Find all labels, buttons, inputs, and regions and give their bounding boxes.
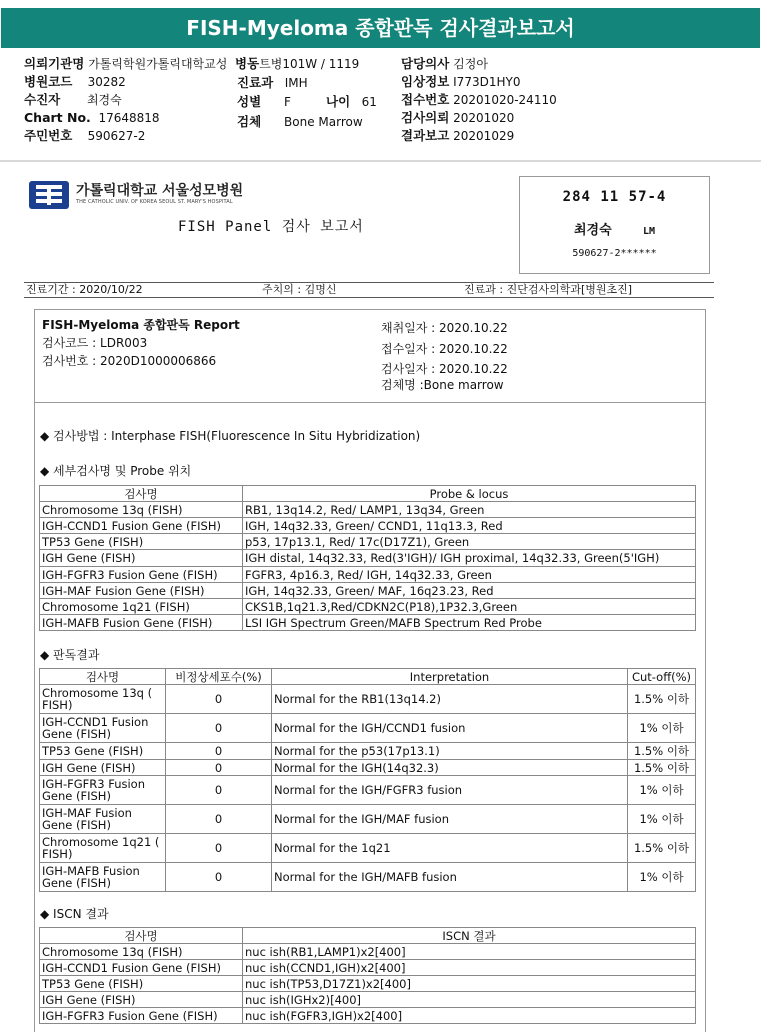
table-row: IGH-MAFB Fusion Gene (FISH) 0 Normal for the IGH/MAFB fusion 1% 이하 [40,863,696,892]
report-number: 검사번호 : 2020D1000006866 [42,354,217,368]
table-row: IGH Gene (FISH) 0 Normal for the IGH(14q32.3) 1.5% 이하 [40,760,696,776]
table-row: IGH Gene (FISH) nuc ish(IGHx2)[400] [40,992,696,1008]
hospital-name: 가톨릭대학교 서울성모병원 [76,183,244,199]
info-row-chart: Chart No. 17648818 [24,110,160,125]
iscn-table-header [40,928,696,944]
iscn-table [39,927,696,1024]
table-row: TP53 Gene (FISH) 0 Normal for the p53(17p13.1) 1.5% 이하 [40,743,696,760]
iscn-section-title: ◆ ISCN 결과 [40,907,109,921]
receive-date: 접수일자 : 2020.10.22 [381,342,508,356]
table-row: IGH-CCND1 Fusion Gene (FISH) nuc ish(CCND1,IGH)x2[400] [40,960,696,976]
probe-section-title: ◆ 세부검사명 및 Probe 위치 [40,464,192,478]
visit-doctor: 주치의 : 김명신 [262,283,337,296]
info-age: 나이 61 [326,94,377,109]
section-divider [0,160,761,162]
info-row-patient: 수진자 최경숙 [24,92,122,107]
info-row-institution: 의뢰기관명 가톨릭학원가톨릭대학교성 [24,56,228,71]
table-row: IGH-MAF Fusion Gene (FISH) 0 Normal for the IGH/MAF fusion 1% 이하 [40,805,696,834]
visit-info-row [24,282,714,298]
result-table [39,668,696,892]
iscn-header-result: ISCN 결과 [243,928,696,944]
report-title: FISH-Myeloma 종합판독 검사결과보고서 [1,8,760,48]
hospital-logo-icon [28,180,70,210]
table-row: Chromosome 1q21 (FISH) CKS1B,1q21.3,Red/CDKN2C(P18),1P32.3,Green [40,599,696,615]
patient-code: 284 11 57-4 [562,189,667,205]
table-row: IGH-CCND1 Fusion Gene (FISH) 0 Normal for the IGH/CCND1 fusion 1% 이하 [40,714,696,743]
visit-period: 진료기간 : 2020/10/22 [26,283,143,296]
table-row: IGH-MAF Fusion Gene (FISH) IGH, 14q32.33, Green/ MAF, 16q23.23, Red [40,583,696,599]
report-header-divider [34,402,706,403]
info-dept: 진료과 IMH [237,75,308,90]
collect-date: 채취일자 : 2020.10.22 [381,321,508,335]
result-table-header [40,669,696,685]
table-row: Chromosome 1q21 ( FISH) 0 Normal for the 1q21 1.5% 이하 [40,834,696,863]
specimen-name: 검체명 :Bone marrow [381,378,504,392]
visit-dept: 진료과 : 진단검사의학과[병원초진] [464,283,633,296]
info-row-hospital-code: 병원코드 30282 [24,74,126,89]
test-date: 검사일자 : 2020.10.22 [381,362,508,376]
report-name: FISH-Myeloma 종합판독 Report [42,318,240,332]
info-right: 담당의사 김정아 임상정보 I773D1HY0 접수번호 20201020-24110 검사의뢰 20201020 결과보고 20201029 [401,56,557,143]
table-row: IGH Gene (FISH) IGH distal, 14q32.33, Red(3'IGH)/ IGH proximal, 14q32.33, Green(5'IGH) [40,550,696,567]
table-row: TP53 Gene (FISH) nuc ish(TP53,D17Z1)x2[400] [40,976,696,992]
probe-header-locus: Probe & locus [243,486,696,502]
info-specimen: 검체 Bone Marrow [237,114,363,129]
table-row: Chromosome 13q (FISH) RB1, 13q14.2, Red/ LAMP1, 13q34, Green [40,502,696,518]
table-row: Chromosome 13q (FISH) nuc ish(RB1,LAMP1)x2[400] [40,944,696,960]
table-row: TP53 Gene (FISH) p53, 17p13.1, Red/ 17c(D17Z1), Green [40,534,696,550]
table-row: Chromosome 13q ( FISH) 0 Normal for the RB1(13q14.2) 1.5% 이하 [40,685,696,714]
info-left [24,55,227,145]
result-header-name: 검사명 [40,669,166,685]
patient-name-line: 최경숙 LM [573,223,656,238]
iscn-header-name: 검사명 [40,928,243,944]
table-row: IGH-FGFR3 Fusion Gene (FISH) FGFR3, 4p16.3, Red/ IGH, 14q32.33, Green [40,567,696,583]
table-row: IGH-MAFB Fusion Gene (FISH) LSI IGH Spectrum Green/MAFB Spectrum Red Probe [40,615,696,631]
probe-table [39,485,696,631]
info-row-resident-no: 주민번호 590627-2 [24,128,146,143]
result-header-abnormal: 비정상세포수(%) [166,669,272,685]
patient-label-box [519,176,710,274]
result-header-cutoff: Cut-off(%) [628,669,696,685]
table-row: IGH-CCND1 Fusion Gene (FISH) IGH, 14q32.33, Green/ CCND1, 11q13.3, Red [40,518,696,534]
result-section-title: ◆ 판독결과 [40,648,100,662]
panel-title: FISH Panel 검사 보고서 [178,219,364,235]
patient-id: 590627-2****** [572,248,657,259]
probe-header-name: 검사명 [40,486,243,502]
report-code: 검사코드 : LDR003 [42,336,148,350]
result-header-interpretation: Interpretation [272,669,628,685]
info-ward: 병동트병101W / 1119 [235,56,360,71]
table-row: IGH-FGFR3 Fusion Gene (FISH) 0 Normal for the IGH/FGFR3 fusion 1% 이하 [40,776,696,805]
probe-table-header [40,486,696,502]
method-line: ◆ 검사방법 : Interphase FISH(Fluorescence In Situ Hybridization) [40,429,421,443]
hospital-subtitle: THE CATHOLIC UNIV. OF KOREA SEOUL ST. MARY'S HOSPITAL [76,199,233,205]
table-row: IGH-FGFR3 Fusion Gene (FISH) nuc ish(FGFR3,IGH)x2[400] [40,1008,696,1024]
info-sex: 성별 F [237,94,291,109]
